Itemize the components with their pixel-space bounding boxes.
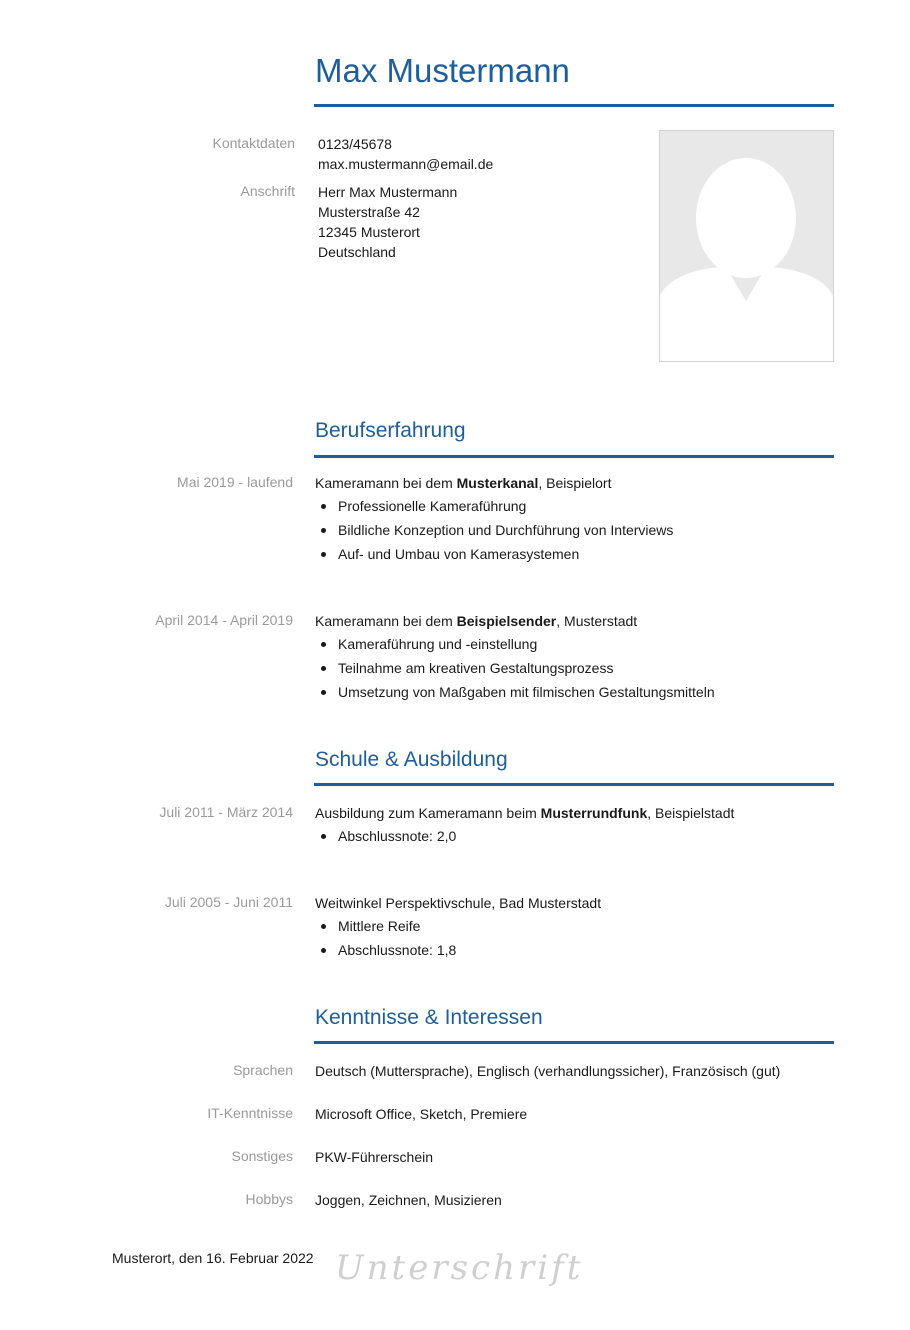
list-item: Mittlere Reife (315, 914, 601, 938)
skills-value: Microsoft Office, Sketch, Premiere (315, 1106, 528, 1122)
entry-bullets (315, 824, 734, 848)
section-rule (314, 783, 834, 786)
section-rule (314, 1041, 834, 1044)
address-line: Deutschland (318, 244, 396, 260)
entry-heading: Ausbildung zum Kameramann beim Musterrundfunk, Beispielstadt (315, 805, 735, 821)
header-rule (314, 104, 834, 107)
section-title-skills: Kenntnisse & Interessen (315, 1006, 543, 1029)
education-entry (315, 893, 601, 962)
skills-label: IT-Kenntnisse (207, 1105, 293, 1121)
contact-label: Kontaktdaten (212, 135, 295, 151)
address-line: 12345 Musterort (318, 224, 420, 240)
skills-label: Sprachen (233, 1062, 293, 1078)
skills-value: PKW-Führerschein (315, 1149, 434, 1165)
education-entry (315, 803, 734, 848)
list-item: Teilnahme am kreativen Gestaltungsprozess (315, 656, 715, 680)
entry-heading: Weitwinkel Perspektivschule, Bad Musterstadt (315, 895, 602, 911)
list-item: Umsetzung von Maßgaben mit filmischen Gestaltungsmitteln (315, 680, 715, 704)
profile-placeholder-icon (660, 131, 833, 361)
entry-bullets (315, 494, 673, 566)
list-item: Abschlussnote: 1,8 (315, 938, 601, 962)
skills-label: Hobbys (245, 1191, 293, 1207)
skills-value: Joggen, Zeichnen, Musizieren (315, 1192, 502, 1208)
skills-value: Deutsch (Muttersprache), Englisch (verhandlungssicher), Französisch (gut) (315, 1063, 781, 1079)
address-label: Anschrift (240, 183, 295, 199)
entry-date: Juli 2011 - März 2014 (159, 804, 293, 820)
place-date: Musterort, den 16. Februar 2022 (112, 1250, 314, 1266)
experience-entry (315, 473, 673, 566)
entry-date: Juli 2005 - Juni 2011 (164, 894, 293, 910)
address-line: Musterstraße 42 (318, 204, 420, 220)
contact-phone: 0123/45678 (318, 136, 392, 152)
section-title-education: Schule & Ausbildung (315, 748, 508, 771)
section-rule (314, 455, 834, 458)
candidate-name: Max Mustermann (315, 52, 570, 89)
experience-entry (315, 611, 715, 704)
entry-date: Mai 2019 - laufend (177, 474, 293, 490)
entry-heading: Kameramann bei dem Musterkanal, Beispielort (315, 475, 612, 491)
entry-bullets (315, 914, 601, 962)
entry-heading: Kameramann bei dem Beispielsender, Musterstadt (315, 613, 638, 629)
entry-date: April 2014 - April 2019 (155, 612, 293, 628)
list-item: Bildliche Konzeption und Durchführung von Interviews (315, 518, 673, 542)
address-line: Herr Max Mustermann (318, 184, 458, 200)
profile-photo (659, 130, 834, 362)
section-title-experience: Berufserfahrung (315, 419, 466, 442)
signature: Unterschrift (335, 1248, 584, 1288)
list-item: Auf- und Umbau von Kamerasystemen (315, 542, 673, 566)
list-item: Kameraführung und -einstellung (315, 632, 715, 656)
contact-email: max.mustermann@email.de (318, 156, 494, 172)
list-item: Professionelle Kameraführung (315, 494, 673, 518)
list-item: Abschlussnote: 2,0 (315, 824, 734, 848)
skills-label: Sonstiges (231, 1148, 293, 1164)
entry-bullets (315, 632, 715, 704)
